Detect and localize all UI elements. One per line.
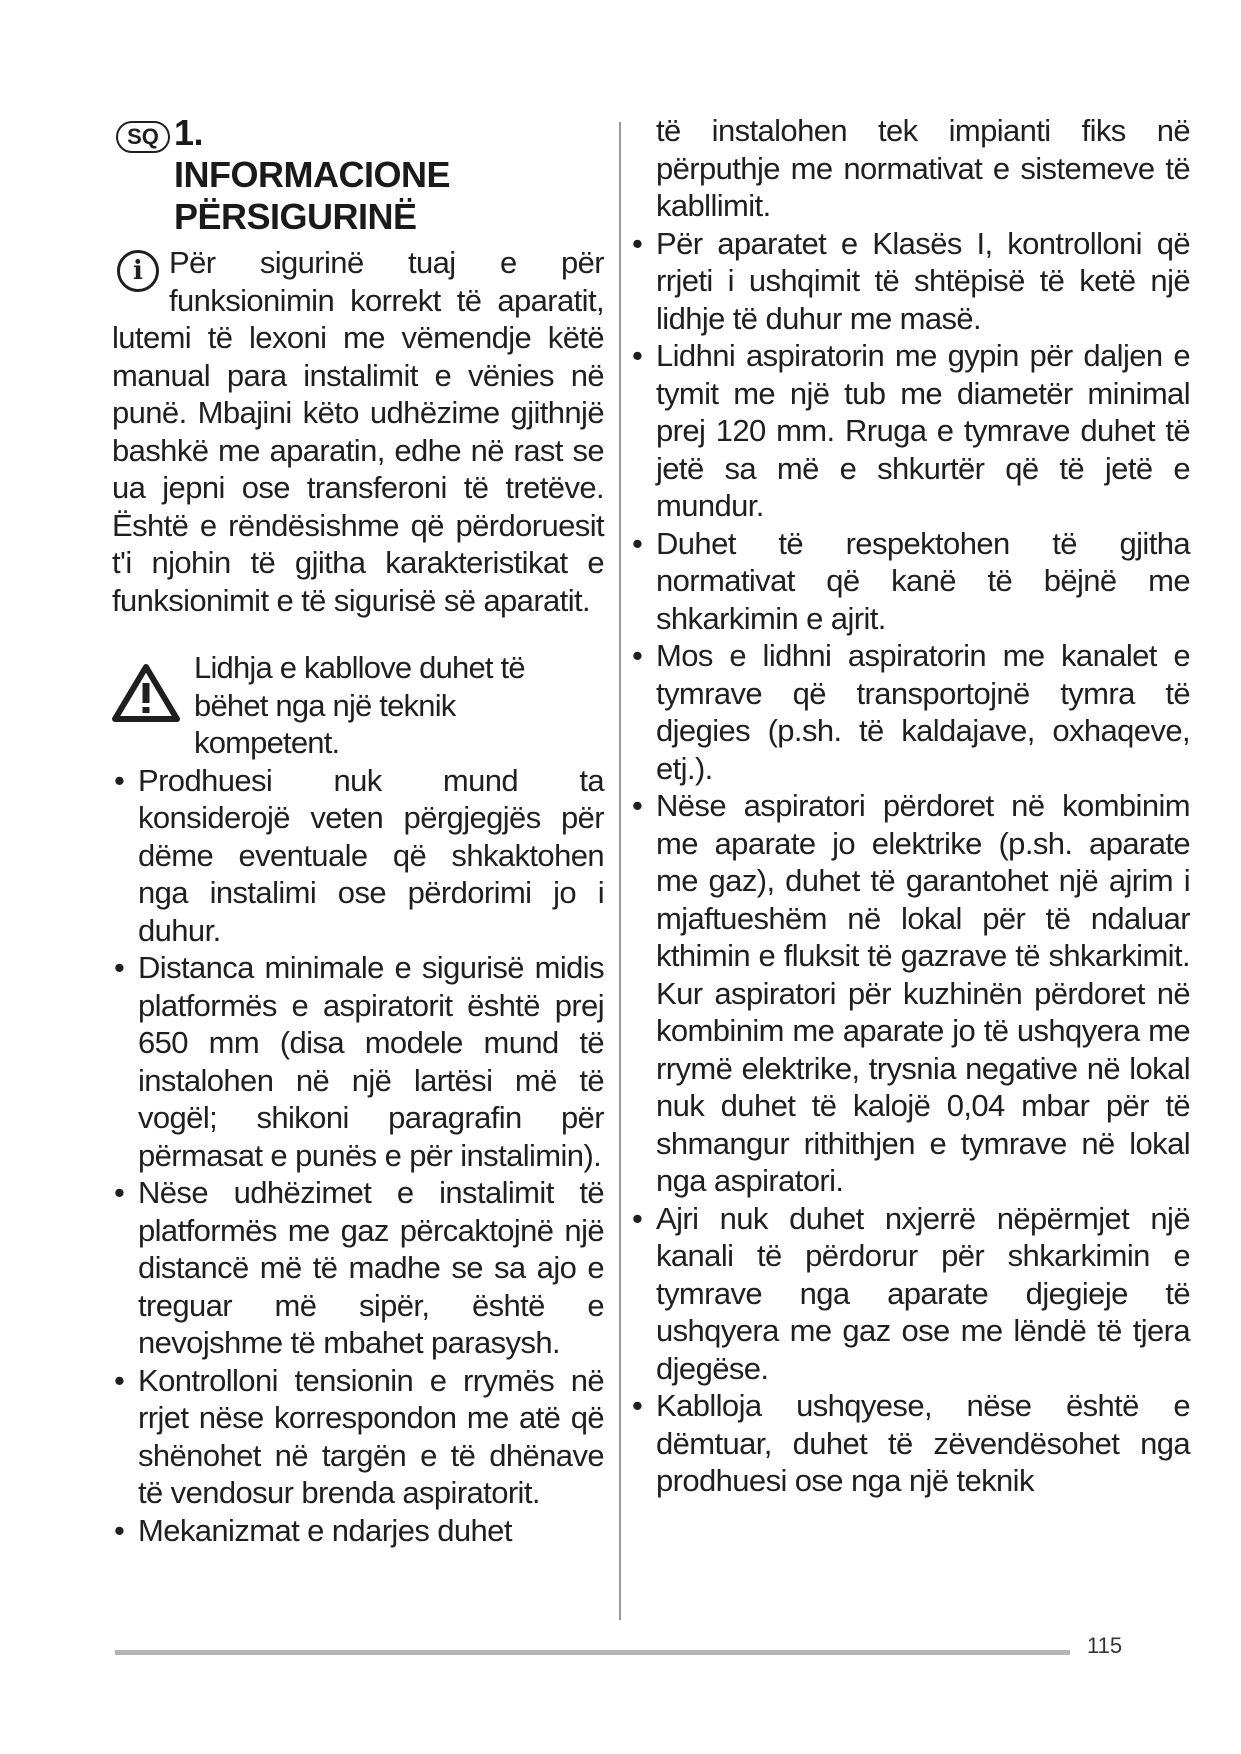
left-bullet-list bbox=[112, 762, 604, 1550]
left-column bbox=[112, 112, 604, 1549]
intro-text: Për sigurinë tuaj e për funksionimin korrekt të aparatit, lutemi të lexoni me vëmendje këtë manual para instalimit e vënies në punë. Mbajini këto udhëzime gjithnjë bashkë me aparatin, edhe në rast se ua jepni ose transferoni të tretëve. Është e rëndësishme që përdoruesit t'i njohin të gjitha karakteristikat e funksionimit e të sigurisë së aparatit. bbox=[112, 245, 604, 618]
section-heading bbox=[112, 112, 604, 238]
section-title: 1. INFORMACIONE PËRSIGURINË bbox=[174, 112, 450, 237]
right-bullet-list bbox=[630, 112, 1190, 1500]
page-number: 115 bbox=[1087, 1633, 1123, 1658]
list-item: • Distanca minimale e sigurisë midis platformës e aspiratorit është prej 650 mm (disa modele mund të instalohen në një lartësi më të vogël; shikoni paragrafin për përmasat e punës e për instalimin). bbox=[112, 949, 604, 1174]
info-icon: i bbox=[117, 250, 159, 292]
list-item: • Nëse udhëzimet e instalimit të platformës me gaz përcaktojnë një distancë më të madhe se sa ajo e treguar më sipër, është e nevojshme të mbahet parasysh. bbox=[112, 1174, 604, 1362]
warning-block bbox=[112, 649, 604, 762]
language-badge: SQ bbox=[116, 121, 170, 153]
list-item: • Lidhni aspiratorin me gypin për daljen e tymit me një tub me diametër minimal prej 120 mm. Rruga e tymrave duhet të jetë sa më e shkurtër që të jetë e mundur. bbox=[630, 337, 1190, 525]
list-item: • Kablloja ushqyese, nëse është e dëmtuar, duhet të zëvendësohet nga prodhuesi ose nga një teknik bbox=[630, 1387, 1190, 1500]
list-item: • Duhet të respektohen të gjitha normativat që kanë të bëjnë me shkarkimin e ajrit. bbox=[630, 525, 1190, 638]
list-item: • Prodhuesi nuk mund ta konsiderojë veten përgjegjës për dëme eventuale që shkaktohen nga instalimi ose përdorimi jo i duhur. bbox=[112, 762, 604, 950]
footer-rule bbox=[115, 1650, 1070, 1655]
warning-text: Lidhja e kabllove duhet të bëhet nga një teknik kompetent. bbox=[194, 650, 525, 760]
list-item: • Mos e lidhni aspiratorin me kanalet e tymrave që transportojnë tymra të djegies (p.sh. të kaldajave, oxhaqeve, etj.). bbox=[630, 637, 1190, 787]
intro-block bbox=[112, 244, 604, 619]
list-item-continuation: të instalohen tek impianti fiks në përputhje me normativat e sistemeve të kabllimit. bbox=[656, 113, 1190, 223]
right-column bbox=[630, 112, 1190, 1500]
column-divider bbox=[619, 122, 621, 1620]
list-item: • Për aparatet e Klasës I, kontrolloni që rrjeti i ushqimit të shtëpisë të ketë një lidhje të duhur me masë. bbox=[630, 225, 1190, 338]
list-item: • Mekanizmat e ndarjes duhet bbox=[112, 1512, 604, 1550]
warning-icon bbox=[112, 663, 180, 723]
list-item: • Ajri nuk duhet nxjerrë nëpërmjet një kanali të përdorur për shkarkimin e tymrave nga aparate djegieje të ushqyera me gaz ose me lëndë të tjera djegëse. bbox=[630, 1200, 1190, 1388]
list-item: • Nëse aspiratori përdoret në kombinim me aparate jo elektrike (p.sh. aparate me gaz), duhet të garantohet një ajrim i mjaftueshëm në lokal për të ndaluar kthimin e fluksit të gazrave të shkarkimit. Kur aspiratori për kuzhinën përdoret në kombinim me aparate jo të ushqyera me rrymë elektrike, trysnia negative në lokal nuk duhet të kalojë 0,04 mbar për të shmangur rithithjen e tymrave në lokal nga aspiratori. bbox=[630, 787, 1190, 1200]
list-item: • Kontrolloni tensionin e rrymës në rrjet nëse korrespondon me atë që shënohet në targën e të dhënave të vendosur brenda aspiratorit. bbox=[112, 1362, 604, 1512]
